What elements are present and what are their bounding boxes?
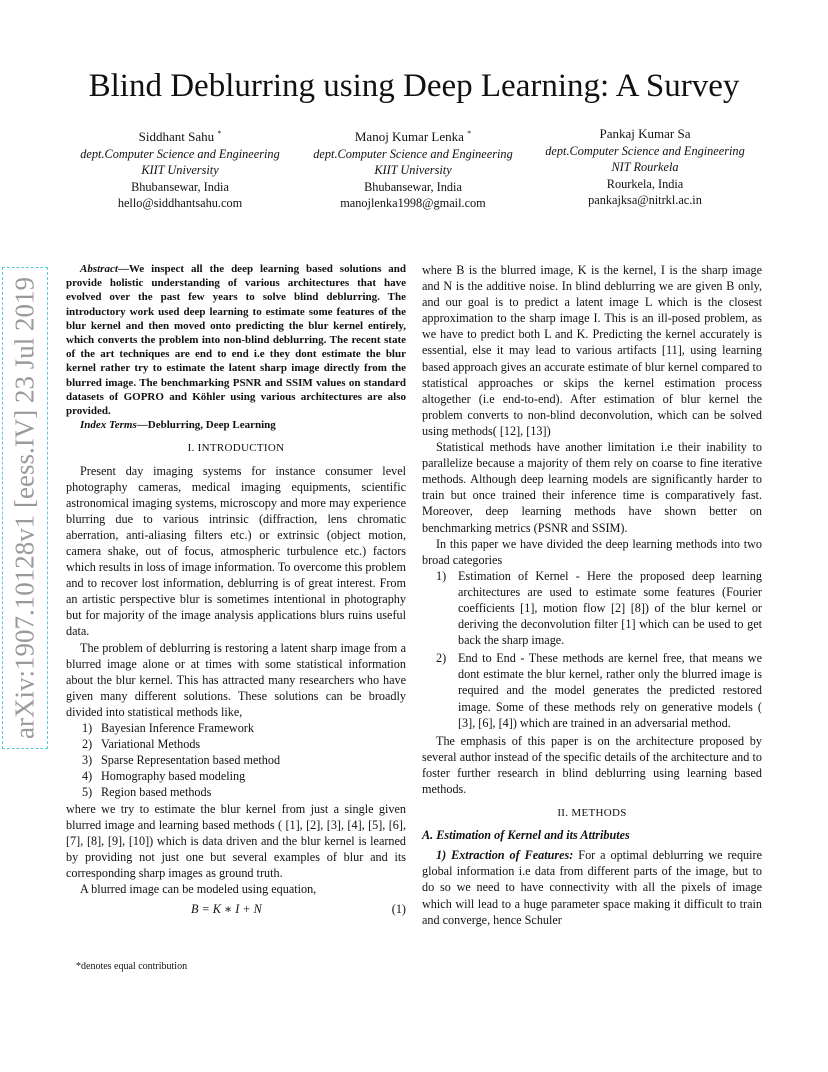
subsection-heading: A. Estimation of Kernel and its Attributes bbox=[422, 828, 630, 843]
author-email: manojlenka1998@gmail.com bbox=[340, 196, 486, 210]
intro-paragraph-2: The problem of deblurring is restoring a latent sharp image from a blurred image alone or at times with some statistical information about the blur kernel. This has attracted many researchers who have given many different solutions. These solutions can be broadly divided into statistical methods like, bbox=[66, 640, 406, 719]
abstract-text: —We inspect all the deep learning based solutions and provide holistic understanding of various architectures that have evolved over the past few years to solve blind deblurring. The introductory work used deep learning to estimate some features of the blur kernel and then moved onto predicting the blur kernel entirely, which converts the problem into non-blind deblurring. The recent state of the art techniques are end to end i.e they dont estimate the blur kernel rather try to estimate the latent sharp image directly from the blurred image. The benchmarking PSNR and SSIM values on standard datasets of GOPRO and Köhler using various architectures are also provided. bbox=[66, 263, 406, 418]
left-column bbox=[66, 262, 406, 929]
index-terms-text: —Deblurring, Deep Learning bbox=[136, 419, 276, 432]
right-paragraph-5: 1) Extraction of Features: For a optimal deblurring we require global information i.e data from different parts of the image, but to do so we need to have connectivity with all the pixels of image which will lead to a huge parameter space making it difficult to train and converge, hence Schuler bbox=[422, 848, 763, 927]
arxiv-stamp bbox=[2, 267, 48, 749]
author-name: Pankaj Kumar Sa bbox=[599, 126, 691, 141]
list-item: 3) Sparse Representation based method bbox=[82, 753, 281, 768]
author-city: Rourkela, India bbox=[606, 176, 684, 191]
author-dept: dept.Computer Science and Engineering bbox=[545, 143, 745, 158]
equation-formula: B = K ∗ I + N bbox=[191, 902, 262, 917]
intro-paragraph-3: where we try to estimate the blur kernel from just a single given blurred image and learning based methods ( [1], [2], [3], [4], [5], [6], [7], [8], [9], [10]) which is data driven and the blur kernel is learned by providing not just one but several examples of blur and its corresponding sharp images as ground truth. bbox=[66, 801, 407, 880]
right-column bbox=[422, 262, 762, 928]
equation-1 bbox=[66, 901, 406, 921]
author-univ: KIIT University bbox=[374, 163, 452, 177]
list-item: 2) Variational Methods bbox=[82, 737, 201, 752]
author-univ: KIIT University bbox=[141, 163, 219, 177]
footnote: *denotes equal contribution bbox=[76, 961, 188, 972]
author-dept: dept.Computer Science and Engineering bbox=[80, 146, 280, 161]
author-block-2 bbox=[293, 126, 533, 212]
author-city: Bhubansewar, India bbox=[364, 179, 462, 194]
list-item: 1) Bayesian Inference Framework bbox=[82, 721, 254, 736]
citation-links[interactable]: [1], [2], [3], [4], [5], [6], [7], [8], [9], [10] bbox=[66, 817, 407, 848]
right-paragraph-2: Statistical methods have another limitation i.e their inability to parallelize because a majority of them rely on coarse to fine iterative methods. Although deep learning models are significantly harder to train but once trained their inference time is comparatively fast. Moreover, deep learning methods have shown better on benchmarking metrics (PSNR and SSIM). bbox=[422, 440, 762, 535]
list-item: 4) Homography based modeling bbox=[82, 769, 246, 784]
author-name: Siddhant Sahu bbox=[138, 129, 215, 144]
section-heading-methods: II. METHODS bbox=[557, 807, 627, 820]
index-terms-label: Index Terms bbox=[80, 419, 137, 432]
list-item: 2) End to End - These methods are kernel free, that means we dont estimate the blur kernel, rather only the blurred image is required and the model generates the predicted restored image. Some of these methods rely on generative models ( [3], [6], [4]) which are trained in an adversarial method. bbox=[436, 651, 762, 730]
author-univ: NIT Rourkela bbox=[611, 160, 679, 174]
abstract bbox=[66, 262, 406, 418]
right-paragraph-1: where B is the blurred image, K is the kernel, I is the sharp image and N is the additive noise. In blind deblurring we are given B only, and our goal is to predict a latent image L which is the closest approximation to the sharp image I. This is an ill-posed problem, as we have to predict both L and K. Predicting the kernel accurately is essential, else it may lead to various artifacts [11], using learning based approach gives an accurate estimate of blur kernel compared to statistical approaches or skips the kernel estimation process altogether (i.e end-to-end). After estimation of blur kernel the problem converts to non-blind deconvolution, which can be solved using methods( [12], [13]) bbox=[422, 263, 762, 438]
right-paragraph-4: The emphasis of this paper is on the architecture proposed by several author instead of the specific details of the architecture and to foster further research in blind deblurring using learning based methods. bbox=[422, 733, 762, 796]
intro-paragraph-1: Present day imaging systems for instance consumer level photography cameras, medical imaging equipments, scientific astronomical imaging systems, microscopy and more may experience blurring due to various intrinsic (diffraction, lens chromatic aberration, anti-aliasing filters etc.) or extrinsic (object motion, camera shake, out of focus, atmospheric turbulence etc.) factors which results in loss of image information. To overcome this problem and to recover lost information, deblurring is of great interest. From an artistic perspective blur is sometimes intentional in photography but for majority of the image analysis applications blurs ruins useful data. bbox=[66, 463, 406, 639]
author-block-3 bbox=[525, 126, 765, 209]
author-block-1 bbox=[60, 126, 300, 212]
author-mark: * bbox=[467, 129, 472, 138]
author-dept: dept.Computer Science and Engineering bbox=[313, 146, 513, 161]
paper-title: Blind Deblurring using Deep Learning: A Survey bbox=[88, 68, 740, 104]
categories-list bbox=[422, 568, 762, 731]
list-item: 1) Estimation of Kernel - Here the proposed deep learning architectures are used to estimate some features (Fourier coefficients [1], motion flow [2] [8]) of the blur kernel or deriving the deconvolution filter [1] which can be used to get back the sharp image. bbox=[436, 568, 762, 648]
author-email: pankajksa@nitrkl.ac.in bbox=[588, 193, 702, 207]
intro-paragraph-4: A blurred image can be modeled using equation, bbox=[80, 881, 317, 896]
arxiv-stamp-text: arXiv:1907.10128v1 [eess.IV] 23 Jul 2019 bbox=[9, 277, 40, 739]
author-name: Manoj Kumar Lenka bbox=[354, 129, 464, 144]
right-paragraph-3: In this paper we have divided the deep learning methods into two broad categories bbox=[422, 536, 762, 567]
author-city: Bhubansewar, India bbox=[131, 179, 229, 194]
abstract-label: Abstract bbox=[80, 263, 118, 275]
subsubsection-label: 1) Extraction of Features: bbox=[436, 848, 574, 863]
statistical-methods-list bbox=[66, 720, 406, 800]
index-terms bbox=[66, 418, 406, 432]
section-heading-introduction: I. INTRODUCTION bbox=[187, 442, 285, 455]
author-mark: * bbox=[217, 129, 222, 138]
equation-number: (1) bbox=[391, 902, 406, 917]
list-item: 5) Region based methods bbox=[82, 785, 212, 800]
author-email: hello@siddhantsahu.com bbox=[117, 196, 243, 210]
